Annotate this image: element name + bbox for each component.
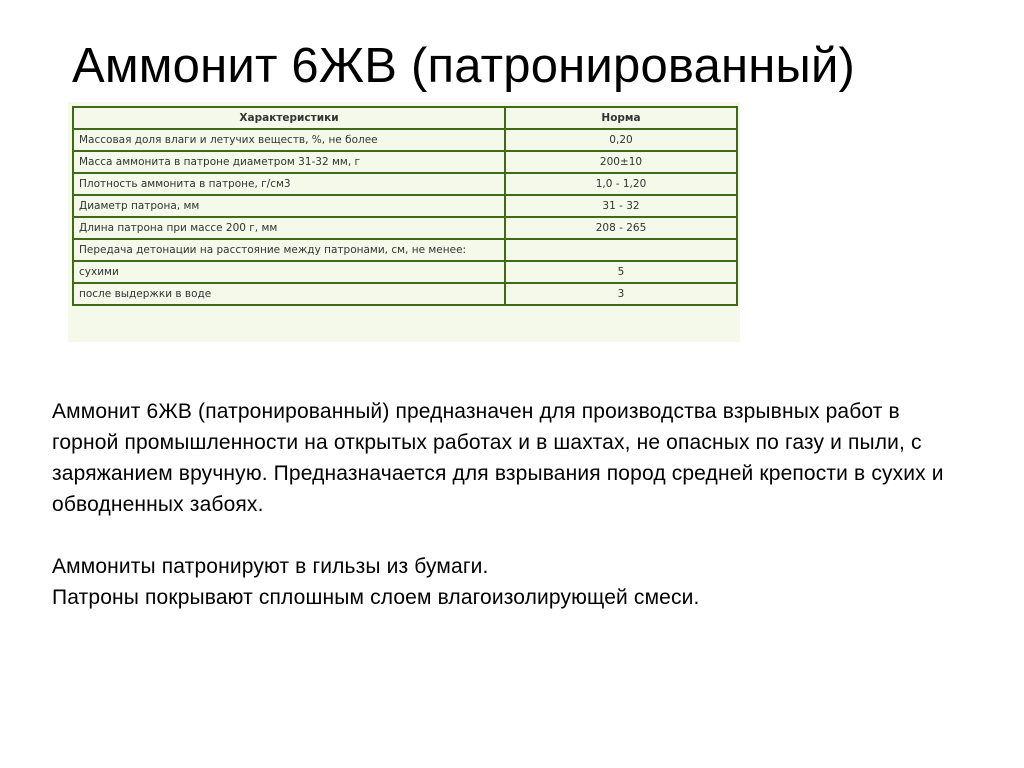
row-value: 0,20 — [505, 129, 737, 151]
header-norm: Норма — [505, 107, 737, 129]
row-value: 1,0 - 1,20 — [505, 173, 737, 195]
row-param: Диаметр патрона, мм — [73, 195, 505, 217]
header-characteristics: Характеристики — [73, 107, 505, 129]
row-value: 200±10 — [505, 151, 737, 173]
row-param: Масса аммонита в патроне диаметром 31-32 мм, г — [73, 151, 505, 173]
table-row — [73, 261, 737, 283]
packaging-line: Аммониты патронируют в гильзы из бумаги. — [52, 555, 489, 578]
row-value: 31 - 32 — [505, 195, 737, 217]
row-value: 3 — [505, 283, 737, 305]
row-value: 208 - 265 — [505, 217, 737, 239]
characteristics-table-image — [68, 102, 740, 342]
row-param: сухими — [73, 261, 505, 283]
row-param: Плотность аммонита в патроне, г/см3 — [73, 173, 505, 195]
table-row — [73, 195, 737, 217]
description-paragraph: Аммонит 6ЖВ (патронированный) предназначен для производства взрывных работ в горной промышленности на открытых работах и в шахтах, не опасных по газу и пыли, с заряжанием вручную. Предназначается для взрывания пород средней крепости в сухих и обводненных забоях. — [52, 400, 944, 516]
coating-line: Патроны покрывают сплошным слоем влагоизолирующей смеси. — [52, 586, 700, 609]
row-param: Длина патрона при массе 200 г, мм — [73, 217, 505, 239]
row-param: после выдержки в воде — [73, 283, 505, 305]
row-param: Массовая доля влаги и летучих веществ, %, не более — [73, 129, 505, 151]
table-row — [73, 129, 737, 151]
description-block — [52, 396, 952, 613]
row-value — [505, 239, 737, 261]
row-param: Передача детонации на расстояние между патронами, см, не менее: — [73, 239, 505, 261]
row-value: 5 — [505, 261, 737, 283]
table-row — [73, 173, 737, 195]
table-row — [73, 151, 737, 173]
table-row — [73, 283, 737, 305]
slide-title: Аммонит 6ЖВ (патронированный) — [72, 39, 856, 93]
table-header-row — [73, 107, 737, 129]
table-row — [73, 239, 737, 261]
characteristics-table — [72, 106, 738, 306]
table-row — [73, 217, 737, 239]
